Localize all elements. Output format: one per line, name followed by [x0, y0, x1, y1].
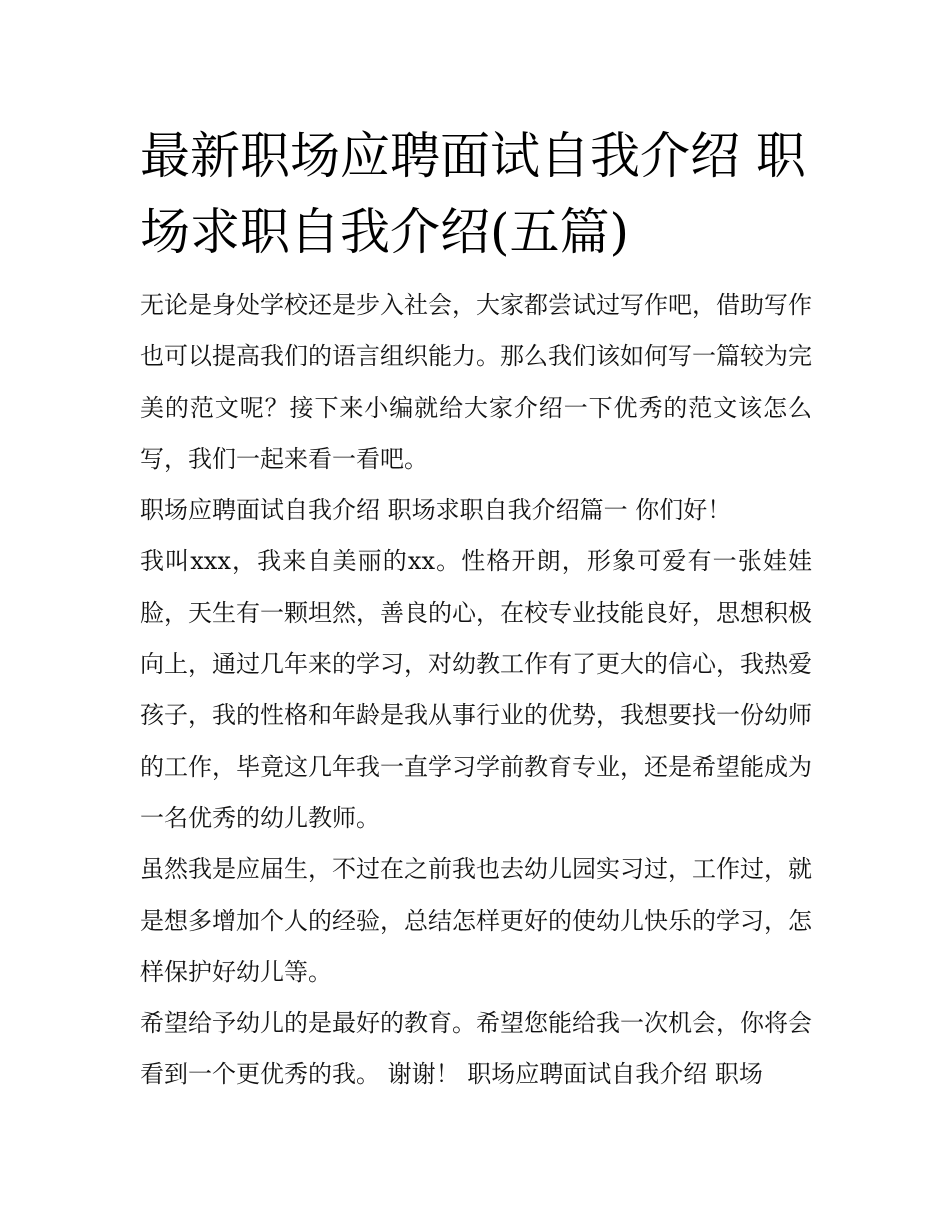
paragraph-experience: 虽然我是应届生，不过在之前我也去幼儿园实习过，工作过，就是想多增加个人的经验，总结怎样更好的使幼儿快乐的学习，怎样保护好幼儿等。	[140, 855, 812, 986]
paragraph-closing: 希望给予幼儿的是最好的教育。希望您能给我一次机会，你将会看到一个更优秀的我。 谢谢！ 职场应聘面试自我介绍 职场	[140, 1009, 812, 1089]
document-title: 最新职场应聘面试自我介绍 职场求职自我介绍(五篇)	[140, 127, 806, 261]
document-body	[140, 280, 812, 1101]
paragraph-self-introduction: 我叫xxx，我来自美丽的xx。性格开朗，形象可爱有一张娃娃脸，天生有一颗坦然，善良的心，在校专业技能良好，思想积极向上，通过几年来的学习，对幼教工作有了更大的信心，我热爱孩子，我的性格和年龄是我从事行业的优势，我想要找一份幼师的工作，毕竟这几年我一直学习学前教育专业，还是希望能成为一名优秀的幼儿教师。	[140, 547, 812, 832]
paragraph-intro: 无论是身处学校还是步入社会，大家都尝试过写作吧，借助写作也可以提高我们的语言组织能力。那么我们该如何写一篇较为完美的范文呢？接下来小编就给大家介绍一下优秀的范文该怎么写，我们一起来看一看吧。	[140, 291, 812, 473]
paragraph-heading-part-one: 职场应聘面试自我介绍 职场求职自我介绍篇一 你们好！	[140, 496, 732, 525]
